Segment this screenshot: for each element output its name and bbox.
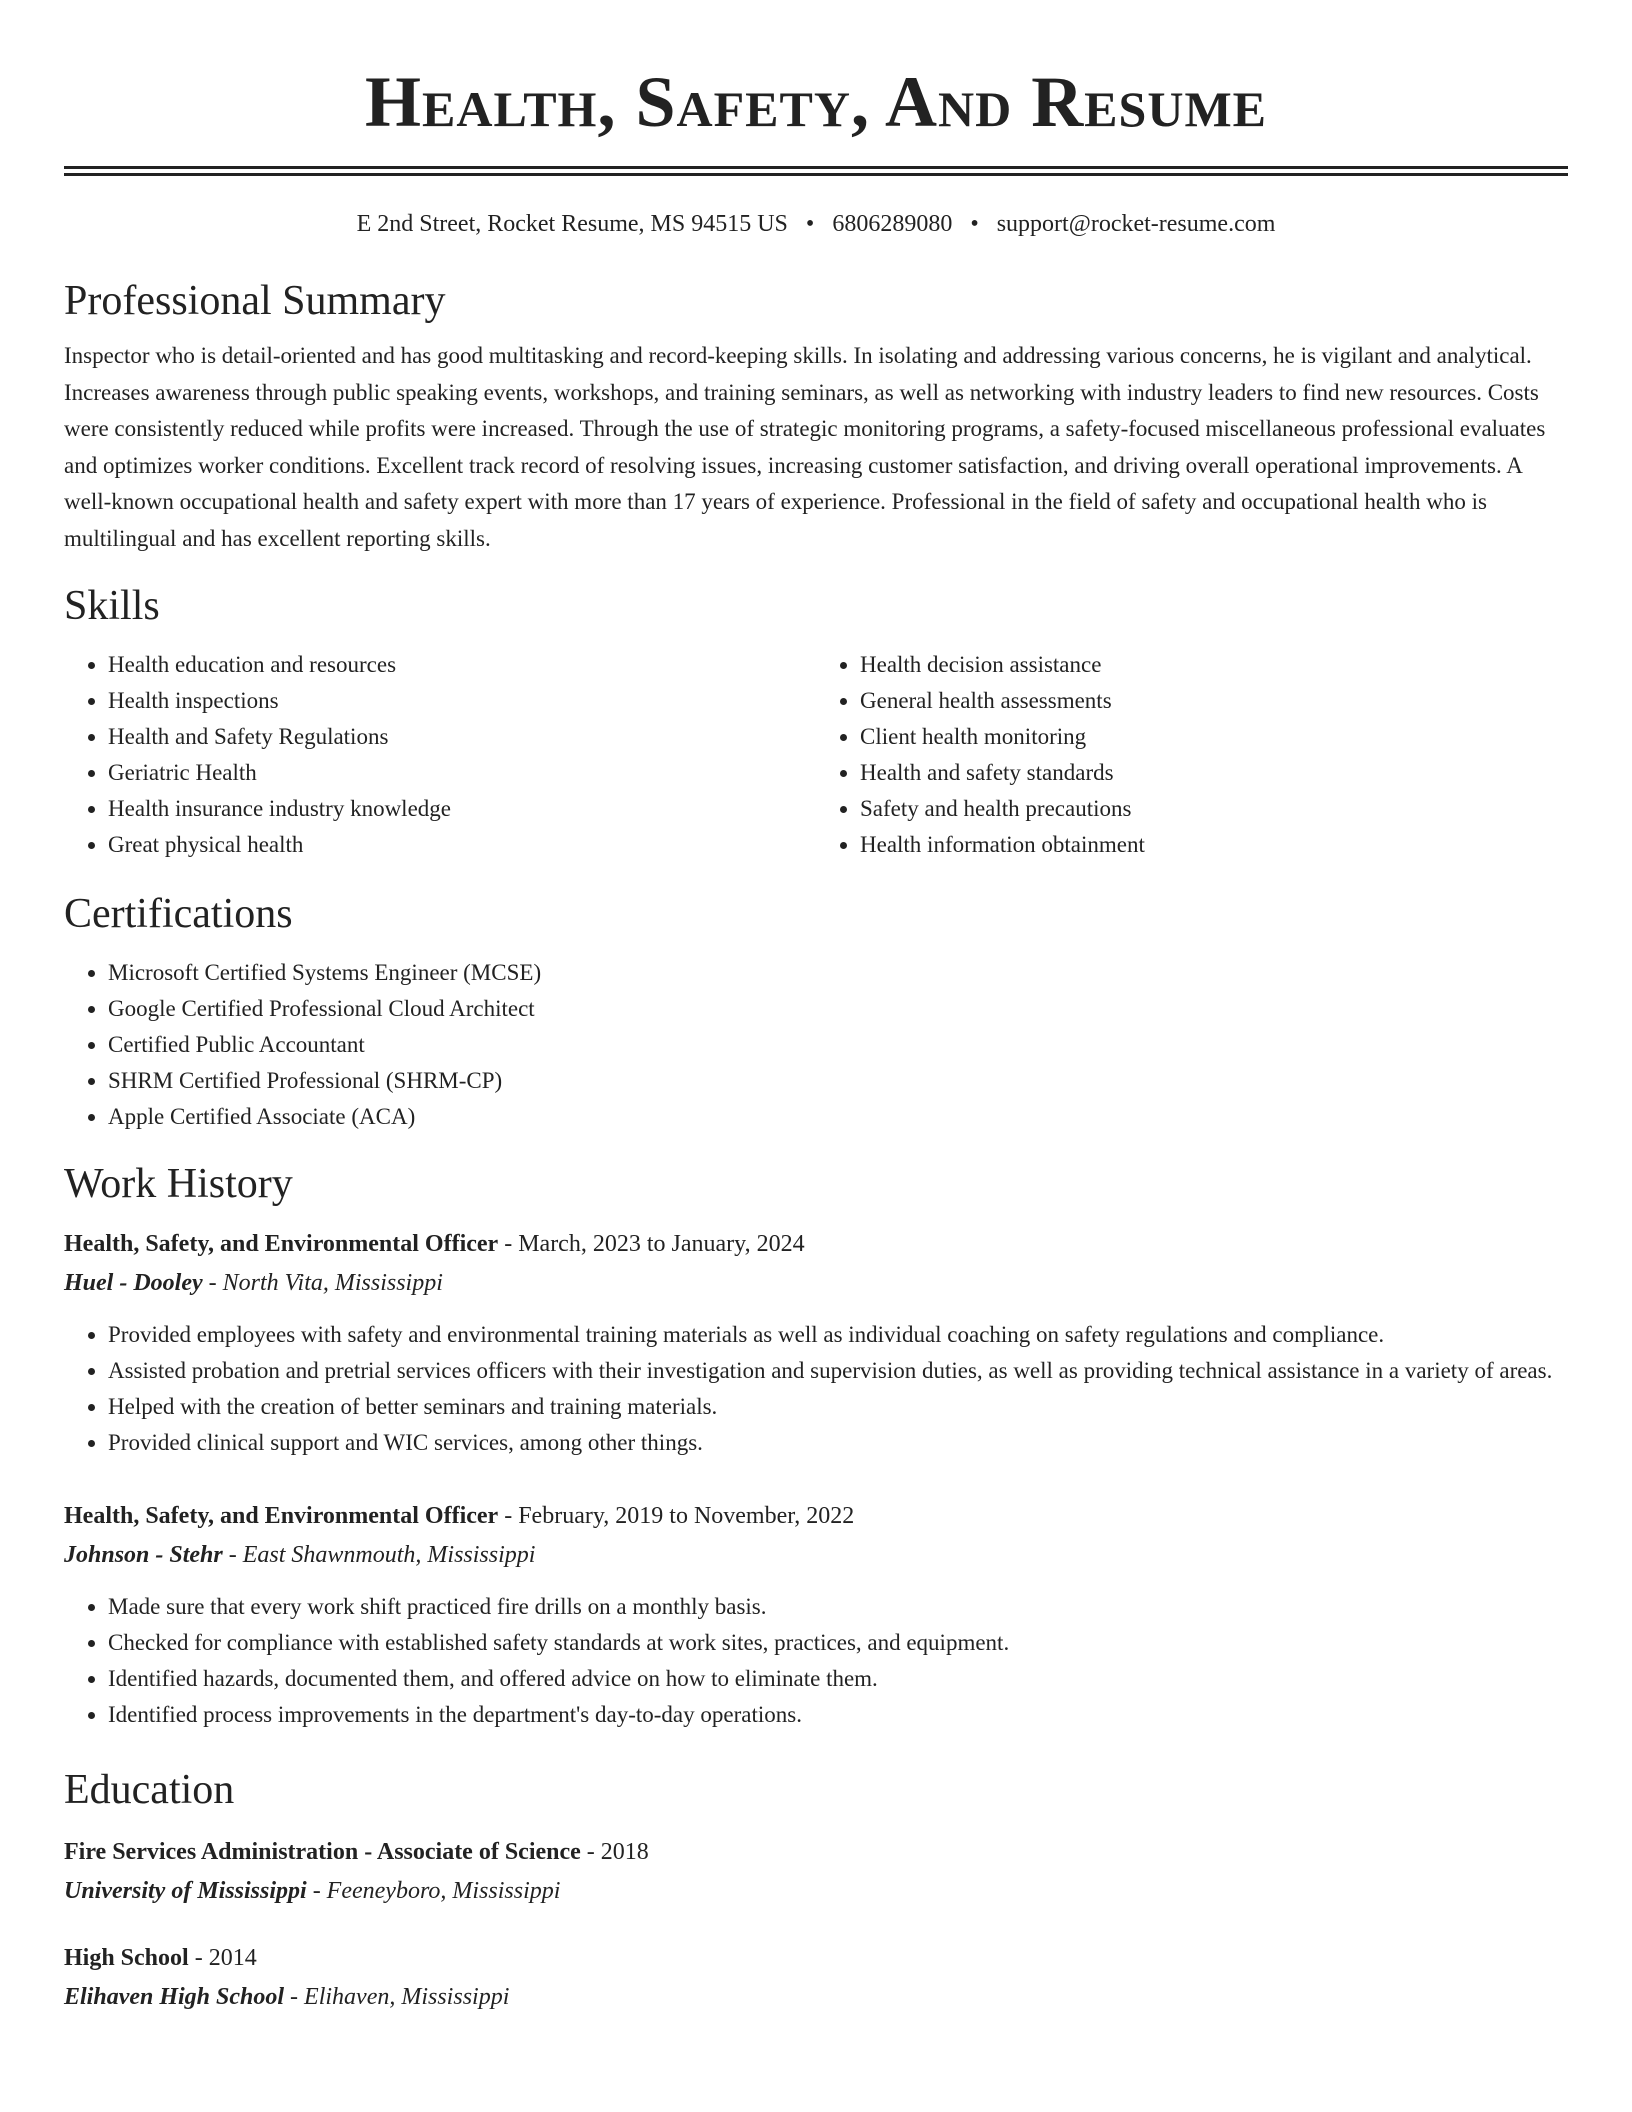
skill-item: • Geriatric Health bbox=[108, 755, 816, 791]
education-school: Elihaven High School bbox=[64, 1984, 285, 2010]
job-duty: • Identified process improvements in the department's day-to-day operations. bbox=[108, 1697, 1568, 1733]
education-school-line bbox=[64, 1872, 1568, 1911]
skills-list-left bbox=[64, 647, 816, 863]
education-school: University of Mississippi bbox=[64, 1878, 307, 1904]
job-duty: • Made sure that every work shift practiced fire drills on a monthly basis. bbox=[108, 1589, 1568, 1625]
job-duty: • Provided clinical support and WIC services, among other things. bbox=[108, 1425, 1568, 1461]
certification-item: • Microsoft Certified Systems Engineer (MCSE) bbox=[108, 955, 1568, 991]
certification-item: • Apple Certified Associate (ACA) bbox=[108, 1099, 1568, 1135]
skill-item: • Health and safety standards bbox=[860, 755, 1568, 791]
education-degree: High School bbox=[64, 1945, 189, 1971]
skill-item: • Health education and resources bbox=[108, 647, 816, 683]
resume-name: Health, Safety, And Resume bbox=[364, 62, 1267, 142]
contact-email: support@rocket-resume.com bbox=[996, 211, 1276, 237]
skill-item: • Safety and health precautions bbox=[860, 791, 1568, 827]
certification-item: • Google Certified Professional Cloud Architect bbox=[108, 991, 1568, 1027]
skill-item: • Client health monitoring bbox=[860, 719, 1568, 755]
header-divider bbox=[64, 166, 1568, 176]
section-title-education: Education bbox=[64, 1767, 235, 1813]
job-location: - East Shawnmouth, Mississippi bbox=[222, 1542, 536, 1568]
job-duties-list bbox=[64, 1589, 1568, 1733]
job-duties-list bbox=[64, 1317, 1568, 1461]
skill-item: • Health inspections bbox=[108, 683, 816, 719]
contact-address: E 2nd Street, Rocket Resume, MS 94515 US bbox=[356, 211, 788, 237]
job-duty: • Assisted probation and pretrial services officers with their investigation and supervision duties, as well as providing technical assistance in a variety of areas. bbox=[108, 1353, 1568, 1389]
education-entry bbox=[64, 1833, 1568, 1911]
summary-text: Inspector who is detail-oriented and has good multitasking and record-keeping skills. In isolating and addressing various concerns, he is vigilant and analytical. Increases awareness through public speaking events, workshops, and training seminars, as well as networking with industry leaders to find new resources. Costs were consistently reduced while profits were increased. Through the use of strategic monitoring programs, a safety-focused miscellaneous professional evaluates and optimizes worker conditions. Excellent track record of resolving issues, increasing customer satisfaction, and driving overall operational improvements. A well-known occupational health and safety expert with more than 17 years of experience. Professional in the field of safety and occupational health who is multilingual and has excellent reporting skills. bbox=[64, 343, 1546, 551]
job-role: Health, Safety, and Environmental Officer bbox=[64, 1231, 499, 1257]
job-location: - North Vita, Mississippi bbox=[202, 1270, 443, 1296]
job-duty: • Checked for compliance with established safety standards at work sites, practices, and equipment. bbox=[108, 1625, 1568, 1661]
job-employer bbox=[64, 1264, 1568, 1303]
skill-item: • Great physical health bbox=[108, 827, 816, 863]
skill-item: • Health information obtainment bbox=[860, 827, 1568, 863]
education-header bbox=[64, 1939, 1568, 1978]
education-location: - Elihaven, Mississippi bbox=[284, 1984, 510, 2010]
contact-line bbox=[64, 208, 1568, 240]
skill-item: • General health assessments bbox=[860, 683, 1568, 719]
job-dates: - February, 2019 to November, 2022 bbox=[498, 1503, 855, 1529]
skill-item: • Health decision assistance bbox=[860, 647, 1568, 683]
contact-phone: 6806289080 bbox=[832, 211, 953, 237]
education-year: - 2018 bbox=[580, 1839, 649, 1865]
section-title-skills: Skills bbox=[64, 583, 160, 629]
job-duty: • Helped with the creation of better seminars and training materials. bbox=[108, 1389, 1568, 1425]
job-header bbox=[64, 1497, 1568, 1536]
job-duty: • Provided employees with safety and environmental training materials as well as individual coaching on safety regulations and compliance. bbox=[108, 1317, 1568, 1353]
skill-item: • Health and Safety Regulations bbox=[108, 719, 816, 755]
section-title-summary: Professional Summary bbox=[64, 278, 446, 324]
section-title-work-history: Work History bbox=[64, 1161, 293, 1207]
job-entry bbox=[64, 1497, 1568, 1733]
section-title-certifications: Certifications bbox=[64, 891, 293, 937]
certification-item: • SHRM Certified Professional (SHRM-CP) bbox=[108, 1063, 1568, 1099]
job-employer bbox=[64, 1536, 1568, 1575]
certification-item: • Certified Public Accountant bbox=[108, 1027, 1568, 1063]
contact-separator: • bbox=[805, 211, 815, 237]
job-header bbox=[64, 1225, 1568, 1264]
job-dates: - March, 2023 to January, 2024 bbox=[498, 1231, 805, 1257]
education-year: - 2014 bbox=[188, 1945, 257, 1971]
job-company: Johnson - Stehr bbox=[64, 1542, 223, 1568]
job-role: Health, Safety, and Environmental Officer bbox=[64, 1503, 499, 1529]
education-school-line bbox=[64, 1978, 1568, 2017]
skills-columns bbox=[64, 647, 1568, 863]
certifications-list bbox=[64, 955, 1568, 1135]
job-entry bbox=[64, 1225, 1568, 1461]
education-entry bbox=[64, 1939, 1568, 2017]
education-header bbox=[64, 1833, 1568, 1872]
skills-list-right bbox=[816, 647, 1568, 863]
job-duty: • Identified hazards, documented them, and offered advice on how to eliminate them. bbox=[108, 1661, 1568, 1697]
education-location: - Feeneyboro, Mississippi bbox=[306, 1878, 561, 1904]
education-degree: Fire Services Administration - Associate of Science bbox=[64, 1839, 581, 1865]
skill-item: • Health insurance industry knowledge bbox=[108, 791, 816, 827]
job-company: Huel - Dooley bbox=[64, 1270, 203, 1296]
contact-separator: • bbox=[970, 211, 979, 237]
